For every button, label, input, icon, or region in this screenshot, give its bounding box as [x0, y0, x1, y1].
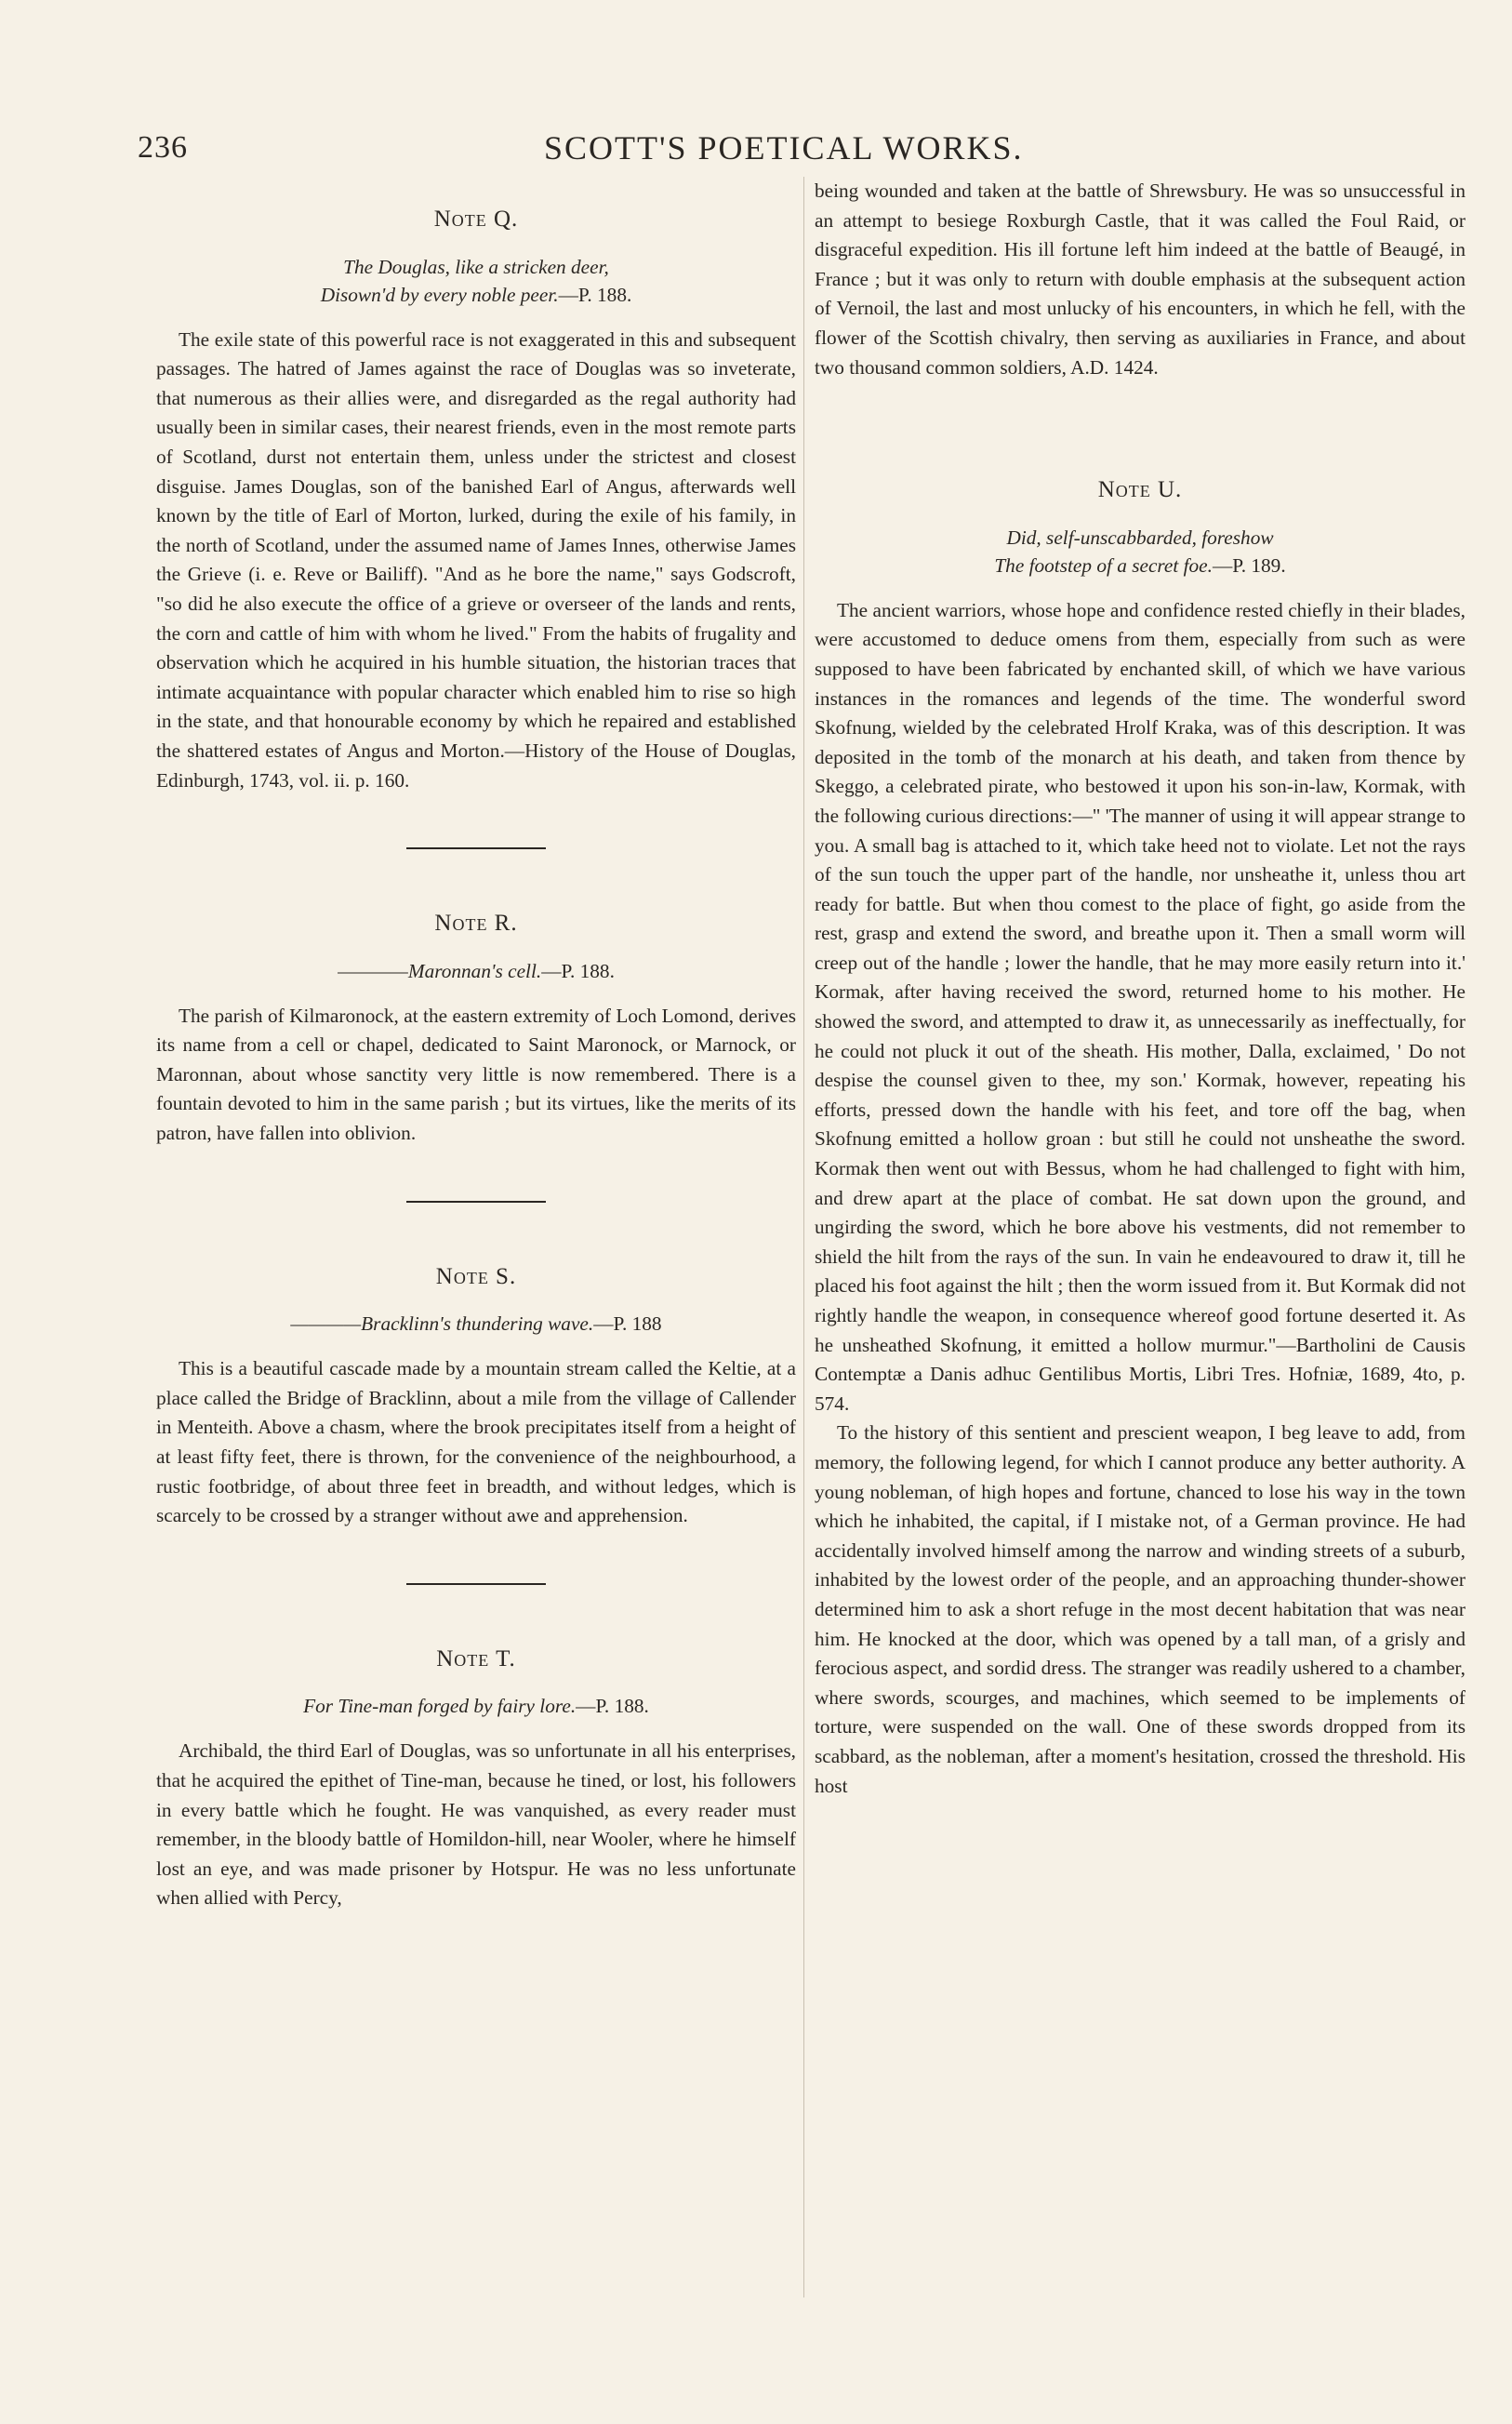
note-u [815, 475, 1466, 1801]
note-epigraph [156, 253, 796, 309]
running-title: SCOTT'S POETICAL WORKS. [544, 129, 1024, 166]
section-rule [406, 847, 546, 849]
left-column [156, 177, 796, 1913]
note-heading: Note Q. [433, 206, 519, 232]
note-paragraph: This is a beautiful cascade made by a mountain stream called the Keltie, at a place called the Bridge of Bracklinn, about a mile from the village of Callender in Menteith. Above a chasm, where the brook precipitates itself from a height of at least fifty feet, there is thrown, for the convenience of the neighbourhood, a rustic footbridge, of about three feet in breadth, and without ledges, which is scarcely to be crossed by a stranger without awe and apprehension. [156, 1357, 796, 1527]
page-reference: —P. 188 [593, 1312, 662, 1336]
page-reference: —P. 188. [576, 1695, 649, 1718]
epigraph-line: Did, self-unscabbarded, foreshow [1006, 526, 1274, 549]
section-rule [406, 1583, 546, 1585]
epigraph-line: The Douglas, like a stricken deer, [343, 255, 609, 278]
column-divider [803, 177, 804, 2297]
note-epigraph [815, 524, 1466, 579]
right-column [815, 177, 1466, 1801]
note-heading: Note T. [436, 1645, 516, 1671]
note-t [156, 1645, 796, 1913]
note-epigraph [156, 957, 796, 985]
top-gap [156, 177, 796, 205]
note-r [156, 909, 796, 1149]
note-paragraph: To the history of this sentient and prescient weapon, I beg leave to add, from memory, the following legend, for which I cannot produce any better authority. A young nobleman, of high hopes and fortune, chanced to lose his way in the town which he inhabited, the capital, if I mistake not, of a German province. He had accidentally involved himself among the narrow and winding streets of a suburb, inhabited by the lowest order of the people, and an approaching thunder-shower determined him to ask a short refuge in the most decent habitation that was near him. He knocked at the door, which was opened by a tall man, of a grisly and ferocious aspect, and sordid dress. The stranger was readily ushered to a chamber, where swords, scourges, and machines, which seemed to be implements of torture, were suspended on the wall. One of these swords dropped from its scabbard, as the nobleman, after a moment's hesitation, crossed the threshold. His host [815, 1421, 1466, 1797]
page-reference: —P. 189. [1212, 553, 1286, 577]
note-paragraph: The parish of Kilmaronock, at the eastern extremity of Loch Lomond, derives its name from a cell or chapel, dedicated to Saint Maronock, or Marnock, or Maronnan, about whose sanctity very little is now remembered. There is a fountain devoted to him in the same parish ; but its virtues, like the merits of its patron, have fallen into oblivion. [156, 1004, 796, 1145]
note-heading: Note R. [434, 911, 518, 937]
epigraph-line: For Tine-man forged by fairy lore. [303, 1695, 577, 1718]
note-heading: Note U. [1097, 477, 1183, 503]
note-paragraph: The ancient warriors, whose hope and confidence rested chiefly in their blades, were accustomed to deduce omens from them, especially from such as were supposed to have been fabricated by enchanted skill, of which we have various instances in the romances and legends of the time. The wonderful sword Skofnung, wielded by the celebrated Hrolf Kraka, was of this description. It was deposited in the tomb of the monarch at his death, and taken from thence by Skeggo, a celebrated pirate, who bestowed it upon his son-in-law, Kormak, with the following curious directions:—" 'The manner of using it will appear strange to you. A small bag is attached to it, which take heed not to violate. Let not the rays of the sun touch the upper part of the handle, nor unsheathe it, unless thou art ready for battle. But when thou comest to the place of fight, go aside from the rest, grasp and extend the sword, and breathe upon it. Then a small worm will creep out of the handle ; lower the handle, that he may more easily return into it.' Kormak, after having received the sword, returned home to his mother. He showed the sword, and attempted to draw it, as unnecessarily as ineffectually, for he could not pluck it out of the sheath. His mother, Dalla, exclaimed, ' Do not despise the counsel given to thee, my son.' Kormak, however, repeating his efforts, pressed down the handle with his feet, and tore off the bag, when Skofnung emitted a hollow groan : but still he could not unsheathe the sword. Kormak then went out with Bessus, whom he had challenged to fight with him, and drew apart at the place of combat. He sat down upon the ground, and ungirding the sword, which he bore above his vestments, did not remember to shield the hilt from the rays of the sun. In vain he endeavoured to draw it, till he placed his foot against the hilt ; then the worm issued from it. But Kormak did not rightly handle the weapon, in consequence whereof good fortune deserted it. As he unsheathed Skofnung, it emitted a hollow murmur."—Bartholini de Causis Contemptæ a Danis adhuc Gentilibus Mortis, Libri Tres. Hofniæ, 1689, 4to, p. 574. [815, 598, 1466, 1415]
note-q [156, 205, 796, 795]
epigraph-line: ————Bracklinn's thundering wave. [290, 1312, 594, 1336]
section-rule [406, 1201, 546, 1203]
note-paragraph: The exile state of this powerful race is not exaggerated in this and subsequent passages. The hatred of James against the race of Douglas was so inveterate, that numerous as their allies were, and disregarded as the regal authority had usually been in similar cases, their nearest friends, even in the most remote parts of Scotland, durst not entertain them, unless under the strictest and closest disguise. James Douglas, son of the banished Earl of Angus, afterwards well known by the title of Earl of Morton, lurked, during the exile of his family, in the north of Scotland, under the assumed name of James Innes, otherwise James the Grieve (i. e. Reve or Bailiff). "And as he bore the name," says Godscroft, "so did he also execute the office of a grieve or overseer of the lands and rents, the corn and cattle of him with whom he lived." From the habits of frugality and observation which he acquired in his humble situation, the historian traces that intimate acquaintance with popular character which enabled him to rise so high in the state, and that honourable economy by which he repaired and established the shattered estates of Angus and Morton.—History of the House of Douglas, Edinburgh, 1743, vol. ii. p. 160. [156, 327, 796, 792]
page-number: 236 [138, 130, 188, 165]
note-paragraph: Archibald, the third Earl of Douglas, was so unfortunate in all his enterprises, that he acquired the epithet of Tine-man, because he tined, or lost, his followers in every battle which he fought. He was vanquished, as every reader must remember, in the bloody battle of Homildon-hill, near Wooler, where he himself lost an eye, and was made prisoner by Hotspur. He was no less unfortunate when allied with Percy, [156, 1739, 796, 1910]
note-s [156, 1262, 796, 1531]
note-heading: Note S. [435, 1263, 517, 1289]
epigraph-line: ————Maronnan's cell. [338, 959, 542, 982]
page-reference: —P. 188. [558, 283, 632, 306]
note-epigraph [156, 1692, 796, 1720]
section-gap [815, 382, 1466, 475]
page-reference: —P. 188. [541, 959, 615, 982]
epigraph-line: Disown'd by every noble peer. [320, 283, 559, 306]
note-epigraph [156, 1310, 796, 1338]
epigraph-line: The footstep of a secret foe. [994, 553, 1213, 577]
continued-paragraph: being wounded and taken at the battle of Shrewsbury. He was so unsuccessful in an attempt to besiege Roxburgh Castle, that it was called the Foul Raid, or disgraceful expedition. His ill fortune left him indeed at the battle of Beaugé, in France ; but it was only to return with double emphasis at the subsequent action of Vernoil, the last and most unlucky of his encounters, in which he fell, with the flower of the Scottish chivalry, then serving as auxiliaries in France, and about two thousand common soldiers, A.D. 1424. [815, 180, 1466, 379]
